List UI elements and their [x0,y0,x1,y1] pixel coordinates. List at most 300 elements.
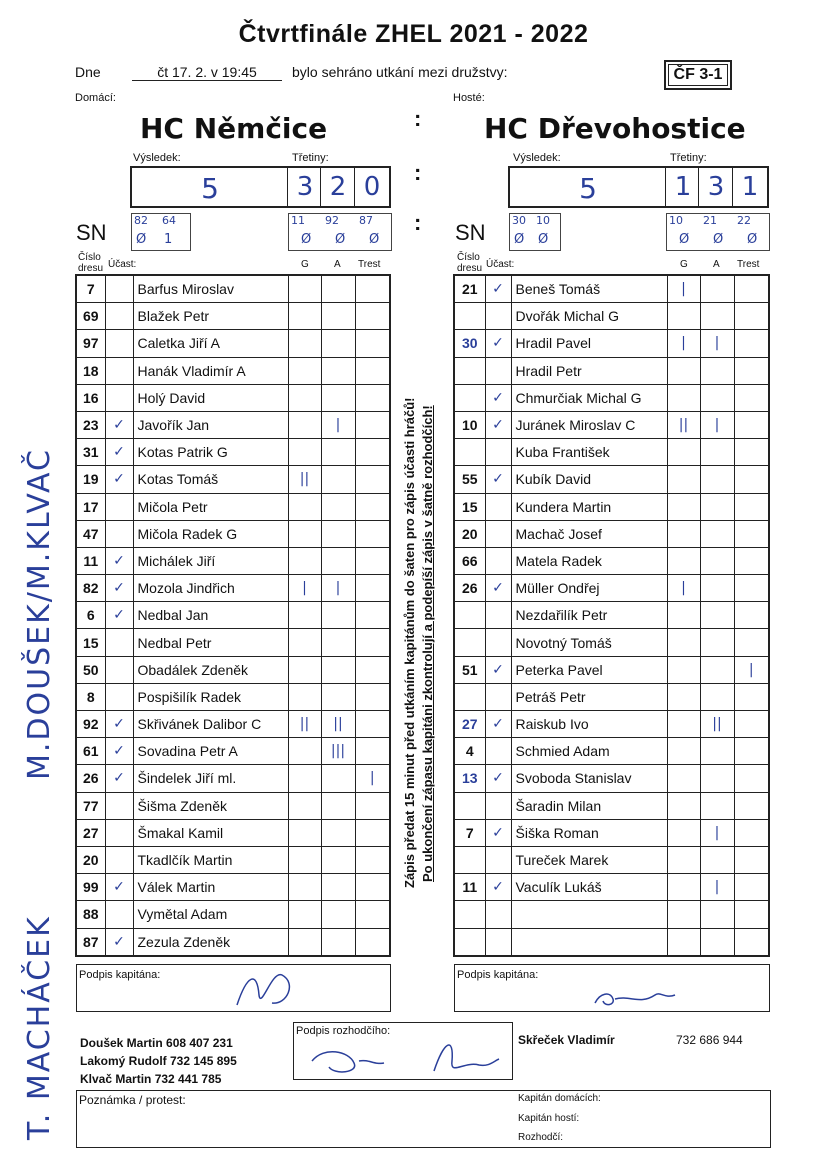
guest-player-row [454,765,769,792]
assists-mark: ||| [321,738,355,765]
guest-score-box [508,166,769,208]
guest-player-row [454,439,769,466]
player-name: Petráš Petr [511,683,667,710]
guest-player-row [454,384,769,411]
assists-mark [700,357,734,384]
attendance-mark [485,846,511,873]
referee-other-name: Skřeček Vladimír [518,1033,615,1047]
player-name: Hradil Petr [511,357,667,384]
player-name: Javořík Jan [133,411,288,438]
player-number: 21 [454,275,485,303]
guest-sn-box-1: 30 10 Ø Ø [509,213,561,251]
attendance-mark: ✓ [105,765,133,792]
penalty-mark [734,711,769,738]
home-player-row [76,683,390,710]
penalty-mark: | [355,765,390,792]
player-number [454,303,485,330]
player-name: Válek Martin [133,874,288,901]
attendance-mark: ✓ [485,656,511,683]
attendance-mark [105,901,133,928]
match-date: čt 17. 2. v 19:45 [132,64,282,81]
penalty-mark [734,466,769,493]
goals-mark [288,547,321,574]
penalty-mark [734,819,769,846]
player-number: 11 [454,874,485,901]
assists-mark [700,683,734,710]
player-name: Tkadlčík Martin [133,846,288,873]
player-number: 66 [454,547,485,574]
played-text: bylo sehráno utkání mezi družstvy: [292,64,508,80]
penalty-mark [734,357,769,384]
penalty-mark [355,575,390,602]
attendance-mark [105,846,133,873]
assists-mark [321,901,355,928]
assists-mark [321,602,355,629]
goals-mark [288,275,321,303]
goals-mark [288,683,321,710]
guest-player-row [454,928,769,956]
player-name: Schmied Adam [511,738,667,765]
goals-mark [288,928,321,956]
penalty-mark [355,275,390,303]
side-handwriting-top: M.DOUŠEK/M.KLVAČ [22,448,57,780]
player-number: 10 [454,411,485,438]
player-name: Mozola Jindřich [133,575,288,602]
assists-mark [700,493,734,520]
attendance-mark: ✓ [485,711,511,738]
home-score-box [130,166,391,208]
home-player-row [76,439,390,466]
attendance-mark: ✓ [485,819,511,846]
home-player-row [76,547,390,574]
home-captain-signature [227,965,327,1011]
goals-mark: | [667,575,700,602]
home-player-row [76,901,390,928]
player-name: Zezula Zdeněk [133,928,288,956]
goals-mark [667,819,700,846]
player-name: Šindelek Jiří ml. [133,765,288,792]
guest-period-3: 1 [741,172,759,202]
guest-captain-label: Podpis kapitána: [457,969,539,981]
attendance-mark [105,819,133,846]
player-number: 99 [76,874,105,901]
penalty-mark: | [734,656,769,683]
penalty-mark [734,411,769,438]
home-period-2: 2 [329,172,347,202]
penalty-mark [355,493,390,520]
player-name: Šmakal Kamil [133,819,288,846]
attendance-mark: ✓ [105,874,133,901]
guest-sn-box-2: 10 Ø 21 Ø 22 Ø [666,213,770,251]
assists-mark: | [700,874,734,901]
goals-mark [667,792,700,819]
referee-2: Lakomý Rudolf 732 145 895 [80,1054,237,1068]
goals-mark [288,411,321,438]
attendance-mark [105,357,133,384]
assists-mark [700,765,734,792]
penalty-mark [355,330,390,357]
player-number: 27 [454,711,485,738]
penalty-mark [355,411,390,438]
note-label: Poznámka / protest: [79,1093,186,1107]
player-name: Müller Ondřej [511,575,667,602]
home-player-row [76,384,390,411]
attendance-mark: ✓ [485,575,511,602]
assists-mark: | [700,819,734,846]
player-number [454,602,485,629]
guest-player-row [454,819,769,846]
attendance-mark [105,275,133,303]
attendance-mark: ✓ [105,602,133,629]
referee-3: Klvač Martin 732 441 785 [80,1072,222,1086]
player-name: Šaradin Milan [511,792,667,819]
player-number: 26 [76,765,105,792]
player-name [511,928,667,956]
home-col-g: G [301,259,309,270]
attendance-mark [105,493,133,520]
player-name: Dvořák Michal G [511,303,667,330]
penalty-mark [734,520,769,547]
penalty-mark [734,575,769,602]
guest-col-a: A [713,259,720,270]
goals-mark [667,303,700,330]
assists-mark [321,547,355,574]
home-player-row [76,411,390,438]
guest-player-row [454,493,769,520]
player-name: Tureček Marek [511,846,667,873]
assists-mark [321,683,355,710]
player-name: Kotas Tomáš [133,466,288,493]
attendance-mark: ✓ [105,439,133,466]
penalty-mark [355,683,390,710]
attendance-mark: ✓ [105,738,133,765]
home-player-row [76,874,390,901]
referee-other-phone: 732 686 944 [676,1033,743,1047]
player-number [454,629,485,656]
player-number: 17 [76,493,105,520]
guest-captain-box [454,964,770,1012]
player-name: Blažek Petr [133,303,288,330]
goals-mark [288,384,321,411]
penalty-mark [734,629,769,656]
penalty-mark [355,439,390,466]
goals-mark [667,357,700,384]
guest-player-row [454,330,769,357]
home-player-row [76,357,390,384]
home-score: 5 [201,172,219,205]
penalty-mark [355,928,390,956]
player-name: Svoboda Stanislav [511,765,667,792]
player-number [454,792,485,819]
penalty-mark [734,330,769,357]
goals-mark [667,846,700,873]
guest-player-row [454,357,769,384]
goals-mark: | [667,330,700,357]
colon-sep-3: : [414,210,422,235]
assists-mark [321,275,355,303]
player-name: Kundera Martin [511,493,667,520]
penalty-mark [355,792,390,819]
player-number [454,928,485,956]
colon-sep-1: : [414,106,422,131]
goals-mark [667,765,700,792]
guest-period-1: 1 [674,172,692,202]
player-number [454,901,485,928]
guest-player-row [454,846,769,873]
series-code: ČF 3-1 [664,60,732,90]
guest-roster-table [453,274,770,957]
home-player-row [76,846,390,873]
home-period-3: 0 [363,172,381,202]
attendance-mark: ✓ [485,330,511,357]
player-number: 20 [76,846,105,873]
player-name: Nedbal Jan [133,602,288,629]
player-number: 15 [76,629,105,656]
home-player-row [76,303,390,330]
player-number: 16 [76,384,105,411]
attendance-mark [485,683,511,710]
goals-mark [667,711,700,738]
attendance-mark [105,330,133,357]
player-name: Novotný Tomáš [511,629,667,656]
goals-mark [288,874,321,901]
guest-result-label: Výsledek: [513,152,561,164]
assists-mark [321,846,355,873]
player-name [511,901,667,928]
attendance-mark [485,901,511,928]
player-name: Barfus Miroslav [133,275,288,303]
penalty-mark [734,384,769,411]
attendance-mark: ✓ [485,874,511,901]
home-captain-footer: Kapitán domácích: [518,1093,601,1104]
home-player-row [76,629,390,656]
assists-mark [700,792,734,819]
player-name: Hanák Vladimír A [133,357,288,384]
home-roster-table [75,274,391,957]
goals-mark [288,357,321,384]
home-col-attendance: Účast: [108,259,137,270]
penalty-mark [355,602,390,629]
player-number: 11 [76,547,105,574]
attendance-mark [485,928,511,956]
assists-mark [700,629,734,656]
home-sn-label: SN [76,220,107,245]
player-name: Peterka Pavel [511,656,667,683]
home-period-1: 3 [296,172,314,202]
assists-mark [700,846,734,873]
guest-col-trest: Trest [737,259,760,270]
attendance-mark [485,303,511,330]
goals-mark [288,629,321,656]
goals-mark [288,792,321,819]
goals-mark [288,493,321,520]
guest-player-row [454,738,769,765]
home-player-row [76,330,390,357]
player-name: Machač Josef [511,520,667,547]
guest-period-2: 3 [707,172,725,202]
assists-mark: || [321,711,355,738]
assists-mark [321,629,355,656]
guest-label: Hosté: [453,92,485,104]
home-player-row [76,493,390,520]
guest-player-row [454,275,769,303]
player-name: Juránek Miroslav C [511,411,667,438]
side-handwriting-bottom: T. MACHÁČEK [22,915,57,1140]
player-number: 88 [76,901,105,928]
referee-signature [304,1031,504,1079]
guest-player-row [454,575,769,602]
goals-mark [288,330,321,357]
home-col-number: Číslo dresu [78,252,104,274]
penalty-mark [355,520,390,547]
player-number [454,846,485,873]
assists-mark [321,493,355,520]
assists-mark: | [700,411,734,438]
goals-mark [667,520,700,547]
player-name: Šiška Roman [511,819,667,846]
goals-mark: || [667,411,700,438]
assists-mark [321,928,355,956]
assists-mark [700,520,734,547]
goals-mark [667,493,700,520]
vertical-note-2: Po ukončení zápasu kapitáni zkontrolují a podepíší zápis v šatně rozhodčích! [420,405,435,882]
guest-captain-signature [585,965,685,1011]
penalty-mark [355,547,390,574]
guest-player-row [454,656,769,683]
home-player-row [76,928,390,956]
assists-mark: | [700,330,734,357]
penalty-mark [355,819,390,846]
penalty-mark [355,466,390,493]
player-name: Pospišilík Radek [133,683,288,710]
referee-sign-label: Podpis rozhodčího: [296,1025,391,1037]
guest-periods-label: Třetiny: [670,152,707,164]
player-name: Beneš Tomáš [511,275,667,303]
penalty-mark [355,846,390,873]
home-result-label: Výsledek: [133,152,181,164]
home-player-row [76,602,390,629]
attendance-mark: ✓ [485,466,511,493]
player-number [454,683,485,710]
home-col-trest: Trest [358,259,381,270]
goals-mark: || [288,711,321,738]
attendance-mark [485,738,511,765]
guest-player-row [454,874,769,901]
goals-mark [288,520,321,547]
attendance-mark: ✓ [105,928,133,956]
home-player-row [76,656,390,683]
goals-mark [288,303,321,330]
assists-mark [700,575,734,602]
player-name: Michálek Jiří [133,547,288,574]
penalty-mark [734,765,769,792]
goals-mark [288,738,321,765]
guest-player-row [454,792,769,819]
vertical-note-1: Zápis předat 15 minut před utkáním kapitánům do šaten pro zápis účasti hráčů! [402,397,417,888]
penalty-mark [734,901,769,928]
attendance-mark [105,792,133,819]
player-number: 31 [76,439,105,466]
penalty-mark [734,874,769,901]
goals-mark: || [288,466,321,493]
goals-mark [288,439,321,466]
home-player-row [76,819,390,846]
referees-list [80,1034,237,1088]
attendance-mark: ✓ [485,411,511,438]
player-name: Mičola Petr [133,493,288,520]
attendance-mark: ✓ [105,466,133,493]
guest-player-row [454,303,769,330]
home-team-name: HC Němčice [140,112,328,145]
penalty-mark [734,602,769,629]
penalty-mark [734,738,769,765]
penalty-mark [734,792,769,819]
goals-mark [667,466,700,493]
player-number: 47 [76,520,105,547]
guest-col-number: Číslo dresu [457,252,483,274]
home-label: Domácí: [75,92,116,104]
attendance-mark: ✓ [485,275,511,303]
goals-mark [288,765,321,792]
assists-mark [700,547,734,574]
penalty-mark [355,711,390,738]
penalty-mark [355,357,390,384]
attendance-mark [485,520,511,547]
penalty-mark [355,738,390,765]
guest-player-row [454,683,769,710]
goals-mark [288,846,321,873]
goals-mark [288,819,321,846]
player-number: 51 [454,656,485,683]
attendance-mark [105,656,133,683]
attendance-mark: ✓ [105,411,133,438]
player-number: 7 [76,275,105,303]
home-player-row [76,765,390,792]
penalty-mark [734,928,769,956]
home-player-row [76,792,390,819]
goals-mark [288,901,321,928]
player-name: Šišma Zdeněk [133,792,288,819]
home-captain-label: Podpis kapitána: [79,969,161,981]
penalty-mark [355,874,390,901]
attendance-mark [485,493,511,520]
player-number: 55 [454,466,485,493]
assists-mark [321,874,355,901]
guest-player-row [454,629,769,656]
home-player-row [76,520,390,547]
player-name: Nezdařilík Petr [511,602,667,629]
assists-mark [321,520,355,547]
guest-col-g: G [680,259,688,270]
page-title: Čtvrtfinále ZHEL 2021 - 2022 [238,20,589,48]
assists-mark [700,901,734,928]
guest-player-row [454,520,769,547]
assists-mark [321,439,355,466]
home-player-row [76,575,390,602]
assists-mark [321,303,355,330]
player-name: Raiskub Ivo [511,711,667,738]
assists-mark [700,275,734,303]
assists-mark [700,602,734,629]
attendance-mark [105,303,133,330]
attendance-mark [485,792,511,819]
home-sn-box-1: 82 64 Ø 1 [131,213,191,251]
attendance-mark [105,629,133,656]
player-number: 19 [76,466,105,493]
goals-mark [288,656,321,683]
attendance-mark [485,439,511,466]
player-number: 26 [454,575,485,602]
